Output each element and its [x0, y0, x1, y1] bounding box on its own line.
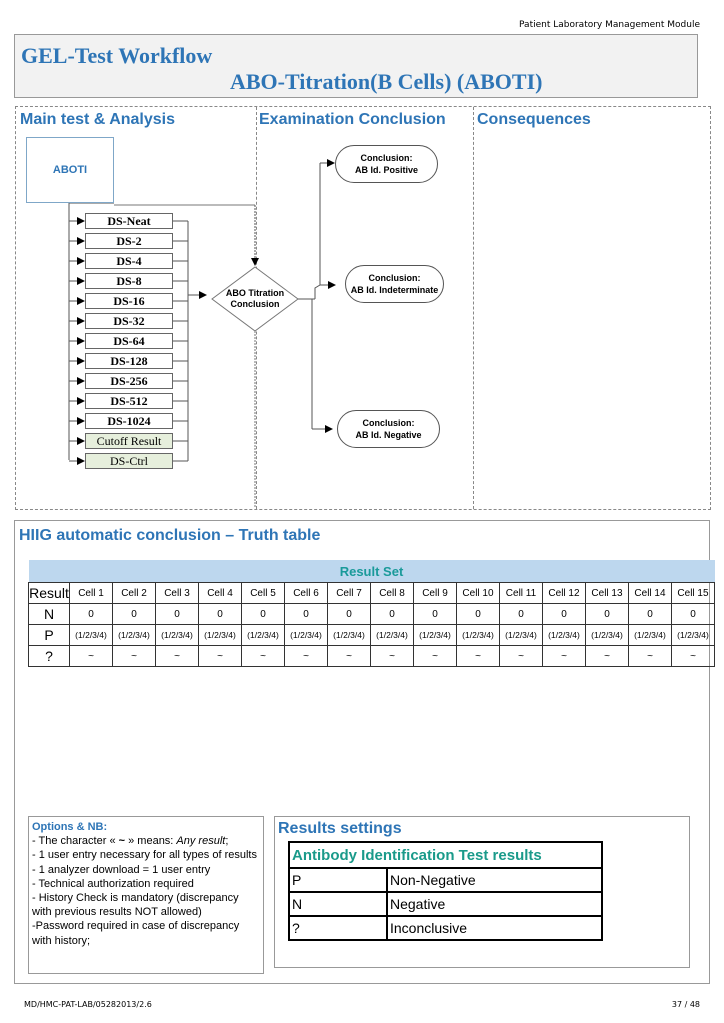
truth-table-row: [29, 625, 715, 646]
results-settings-title: Results settings: [278, 820, 402, 837]
decision-label-line2: Conclusion: [230, 299, 280, 309]
results-row: [289, 916, 602, 940]
options-line: - 1 user entry necessary for all types of results: [32, 849, 257, 862]
conclusion-label: Conclusion:: [368, 273, 421, 283]
cell-value: 0: [285, 604, 328, 625]
options-text: ;: [225, 835, 229, 848]
conclusion-indeterminate: [345, 265, 444, 303]
cell-value: ~: [285, 646, 328, 667]
dilution-step: DS-512: [85, 393, 173, 409]
cell-value: (1/2/3/4): [285, 625, 328, 646]
results-row: [289, 868, 602, 892]
options-text: » means:: [125, 835, 177, 848]
cell-column-header: Cell 15: [672, 583, 715, 604]
cell-value: 0: [586, 604, 629, 625]
cell-value: 0: [70, 604, 113, 625]
cell-value: ~: [328, 646, 371, 667]
conclusion-value: AB Id. Indeterminate: [350, 285, 439, 295]
truth-table-title: HIIG automatic conclusion – Truth table: [19, 527, 321, 544]
cell-value: ~: [242, 646, 285, 667]
document-id: MD/HMC-PAT-LAB/05282013/2.6: [24, 1000, 152, 1009]
options-box: [28, 816, 264, 974]
cell-column-header: Cell 11: [500, 583, 543, 604]
dilution-step: DS-64: [85, 333, 173, 349]
dilution-step: DS-16: [85, 293, 173, 309]
cell-value: ~: [113, 646, 156, 667]
decision-label-line1: ABO Titration: [225, 288, 285, 298]
dilution-step: DS-Ctrl: [85, 453, 173, 469]
cell-value: ~: [672, 646, 715, 667]
conclusion-negative: [337, 410, 440, 448]
cell-column-header: Cell 6: [285, 583, 328, 604]
cell-value: 0: [199, 604, 242, 625]
result-code: P: [29, 625, 70, 646]
results-table-title: Antibody Identification Test results: [289, 842, 602, 868]
cell-value: 0: [371, 604, 414, 625]
result-meaning: Negative: [387, 892, 602, 916]
page-number: 37 / 48: [671, 1000, 700, 1009]
conclusion-value: AB Id. Negative: [355, 430, 422, 440]
result-code: ?: [289, 916, 387, 940]
cell-column-header: Cell 1: [70, 583, 113, 604]
cell-column-header: Cell 13: [586, 583, 629, 604]
cell-value: 0: [242, 604, 285, 625]
dilution-step: DS-1024: [85, 413, 173, 429]
cell-column-header: Cell 5: [242, 583, 285, 604]
conclusion-label: Conclusion:: [360, 153, 413, 163]
cell-column-header: Cell 10: [457, 583, 500, 604]
cell-value: 0: [629, 604, 672, 625]
result-code: N: [29, 604, 70, 625]
dilution-step: DS-32: [85, 313, 173, 329]
cell-value: 0: [457, 604, 500, 625]
options-line: -Password required in case of discrepancy with history;: [32, 920, 240, 947]
options-line: [32, 834, 260, 848]
results-settings-table: [288, 841, 603, 941]
cell-column-header: Cell 7: [328, 583, 371, 604]
result-meaning: Inconclusive: [387, 916, 602, 940]
options-char: ~: [118, 835, 126, 848]
cell-column-header: Cell 9: [414, 583, 457, 604]
column-examination-conclusion: Examination Conclusion: [259, 111, 446, 128]
cell-value: 0: [543, 604, 586, 625]
main-test-box: ABOTI: [26, 137, 114, 203]
cell-value: ~: [629, 646, 672, 667]
dilution-step: DS-2: [85, 233, 173, 249]
result-code: P: [289, 868, 387, 892]
cell-column-header: Cell 2: [113, 583, 156, 604]
cell-value: 0: [672, 604, 715, 625]
column-main-test: Main test & Analysis: [20, 111, 176, 128]
cell-value: ~: [371, 646, 414, 667]
cell-value: 0: [328, 604, 371, 625]
result-meaning: Non-Negative: [387, 868, 602, 892]
result-set-header: Result Set: [29, 560, 715, 583]
cell-value: 0: [156, 604, 199, 625]
result-code: ?: [29, 646, 70, 667]
cell-value: (1/2/3/4): [199, 625, 242, 646]
dilution-step: DS-Neat: [85, 213, 173, 229]
cell-value: (1/2/3/4): [328, 625, 371, 646]
dilution-step: Cutoff Result: [85, 433, 173, 449]
cell-value: (1/2/3/4): [242, 625, 285, 646]
result-code: N: [289, 892, 387, 916]
cell-column-header: Cell 4: [199, 583, 242, 604]
decision-label: [210, 288, 300, 310]
cell-value: 0: [113, 604, 156, 625]
options-em: Any result: [176, 835, 226, 848]
page-subtitle: ABO-Titration(B Cells) (ABOTI): [230, 69, 543, 94]
cell-value: (1/2/3/4): [629, 625, 672, 646]
cell-value: ~: [586, 646, 629, 667]
cell-value: (1/2/3/4): [156, 625, 199, 646]
dilution-step: DS-256: [85, 373, 173, 389]
cell-value: (1/2/3/4): [672, 625, 715, 646]
cell-value: ~: [500, 646, 543, 667]
cell-value: 0: [414, 604, 457, 625]
conclusion-positive: [335, 145, 438, 183]
cell-column-header: Cell 14: [629, 583, 672, 604]
cell-value: ~: [543, 646, 586, 667]
options-line: - Technical authorization required: [32, 877, 194, 890]
cell-column-header: Cell 3: [156, 583, 199, 604]
cell-value: (1/2/3/4): [586, 625, 629, 646]
options-line: - 1 analyzer download = 1 user entry: [32, 863, 211, 876]
cell-value: ~: [156, 646, 199, 667]
dilution-step: DS-128: [85, 353, 173, 369]
options-text: - The character «: [32, 835, 119, 848]
cell-value: (1/2/3/4): [500, 625, 543, 646]
cell-value: 0: [500, 604, 543, 625]
dilution-step: DS-8: [85, 273, 173, 289]
cell-value: ~: [414, 646, 457, 667]
truth-table-row: [29, 604, 715, 625]
options-line: - History Check is mandatory (discrepancy with previous results NOT allowed): [32, 892, 239, 919]
truth-table: [28, 560, 715, 667]
column-consequences: Consequences: [477, 111, 591, 128]
results-row: [289, 892, 602, 916]
cell-value: ~: [199, 646, 242, 667]
cell-value: (1/2/3/4): [414, 625, 457, 646]
cell-column-header: Cell 8: [371, 583, 414, 604]
page-title: GEL-Test Workflow: [21, 43, 213, 68]
cell-value: (1/2/3/4): [371, 625, 414, 646]
result-column-header: Result: [29, 583, 70, 604]
cell-value: (1/2/3/4): [543, 625, 586, 646]
dilution-step: DS-4: [85, 253, 173, 269]
cell-value: (1/2/3/4): [457, 625, 500, 646]
cell-value: ~: [457, 646, 500, 667]
cell-value: (1/2/3/4): [113, 625, 156, 646]
options-title: Options & NB:: [32, 821, 108, 833]
cell-value: (1/2/3/4): [70, 625, 113, 646]
conclusion-label: Conclusion:: [362, 418, 415, 428]
conclusion-value: AB Id. Positive: [354, 165, 418, 175]
truth-table-row: [29, 646, 715, 667]
cell-column-header: Cell 12: [543, 583, 586, 604]
cell-value: ~: [70, 646, 113, 667]
module-header: Patient Laboratory Management Module: [519, 20, 700, 30]
